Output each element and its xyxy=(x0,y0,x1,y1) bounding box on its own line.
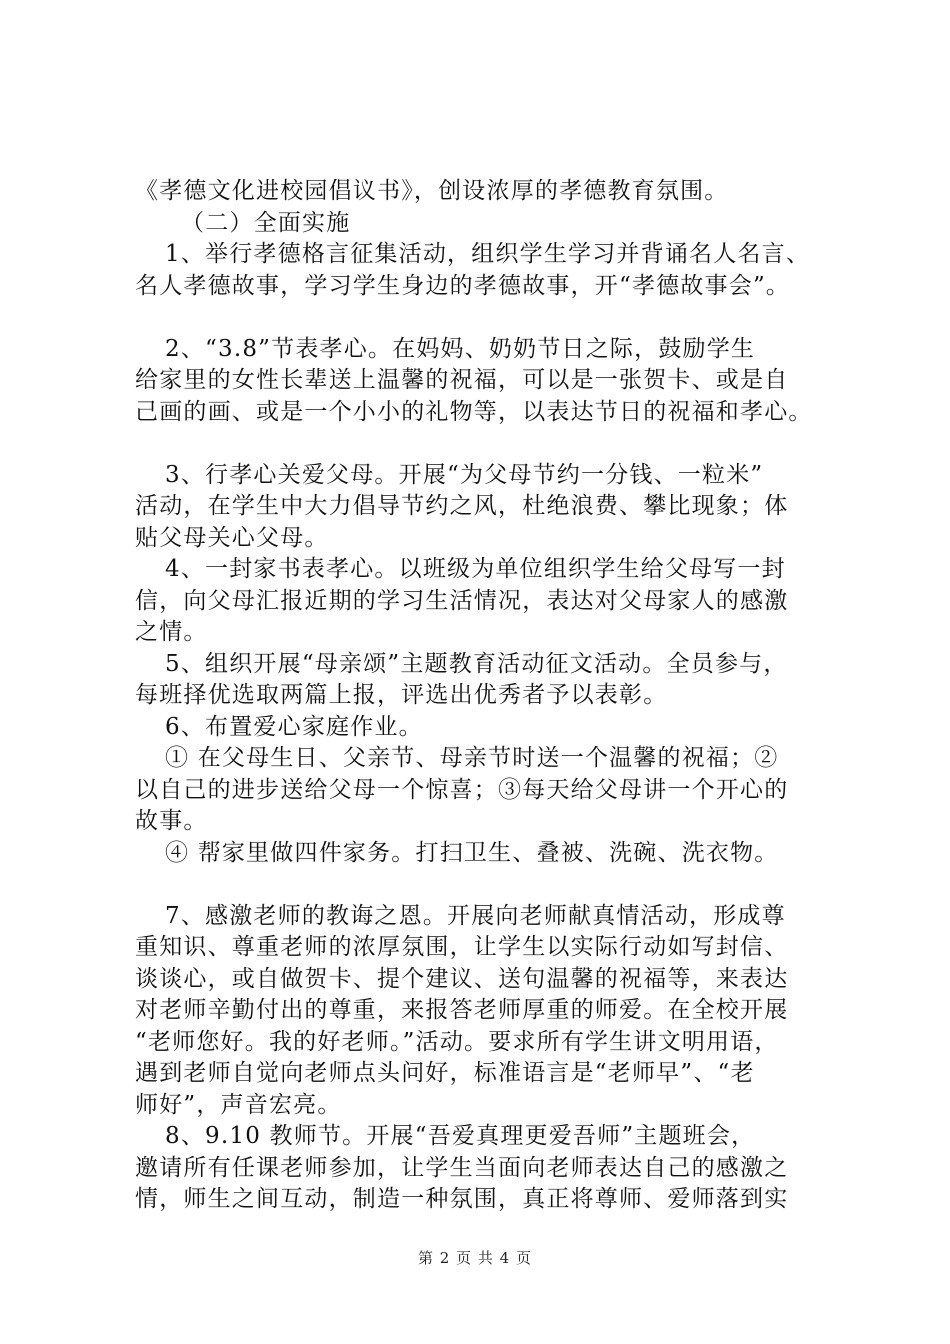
text-line: 5、组织开展“母亲颂”主题教育活动征文活动。全员参与， xyxy=(165,650,788,677)
text-line: 6、布置爱心家庭作业。 xyxy=(165,713,423,740)
text-line: 重知识、尊重老师的浓厚氛围，让学生以实际行动如写封信、 xyxy=(135,934,789,960)
document-body xyxy=(135,176,835,1216)
text-line: 之情。 xyxy=(135,619,208,645)
text-line: 活动，在学生中大力倡导节约之风，杜绝浪费、攀比现象；体 xyxy=(135,493,789,519)
blank-line xyxy=(135,428,835,460)
text-line: 己画的画、或是一个小小的礼物等，以表达节日的祝福和孝心。 xyxy=(135,398,813,425)
text-line: 7、感激老师的教诲之恩。开展向老师献真情活动，形成尊 xyxy=(165,902,786,929)
text-line: 2、“3.8”节表孝心。在妈妈、奶奶节日之际，鼓励学生 xyxy=(165,335,756,362)
text-line: ④ 帮家里做四件家务。打扫卫生、叠被、洗碗、洗衣物。 xyxy=(165,839,779,866)
text-line: 4、一封家书表孝心。以班级为单位组织学生给父母写一封 xyxy=(165,556,786,582)
text-line: 给家里的女性长辈送上温馨的祝福，可以是一张贺卡、或是自 xyxy=(135,367,789,393)
text-line: 每班择优选取两篇上报，评选出优秀者予以表彰。 xyxy=(135,682,668,708)
blank-line xyxy=(135,302,835,334)
text-line: 邀请所有任课老师参加，让学生当面向老师表达自己的感激之 xyxy=(135,1154,789,1181)
text-line: 信，向父母汇报近期的学习生活情况，表达对父母家人的感激 xyxy=(135,587,789,614)
text-line: 以自己的进步送给父母一个惊喜；③每天给父母讲一个开心的 xyxy=(135,776,789,803)
text-line: 8、9.10 教师节。开展“吾爱真理更爱吾师”主题班会， xyxy=(165,1123,756,1149)
text-line: 3、行孝心关爱父母。开展“为父母节约一分钱、一粒米” xyxy=(165,461,764,488)
text-line: ① 在父母生日、父亲节、母亲节时送一个温馨的祝福；② xyxy=(165,745,779,771)
text-line: 遇到老师自觉向老师点头问好，标准语言是“老师早”、“老 xyxy=(135,1060,755,1086)
text-line: （二）全面实施 xyxy=(181,209,351,236)
page-footer: 第 2 页 共 4 页 xyxy=(418,1249,532,1267)
text-line: 故事。 xyxy=(135,808,208,834)
blank-line xyxy=(135,869,835,901)
text-line: 谈谈心，或自做贺卡、提个建议、送句温馨的祝福等，来表达 xyxy=(135,965,789,992)
text-line: 名人孝德故事，学习学生身边的孝德故事，开“孝德故事会”。 xyxy=(135,272,791,299)
text-line: 《孝德文化进校园倡议书》，创设浓厚的孝德教育氛围。 xyxy=(135,178,729,204)
text-line: “老师您好。我的好老师。”活动。要求所有学生讲文明用语， xyxy=(135,1028,779,1055)
text-line: 情，师生之间互动，制造一种氛围，真正将尊师、爱师落到实 xyxy=(135,1186,789,1212)
text-line: 1、举行孝德格言征集活动，组织学生学习并背诵名人名言、 xyxy=(165,241,811,267)
text-line: 对老师辛勤付出的尊重，来报答老师厚重的师爱。在全校开展 xyxy=(135,997,789,1023)
text-line: 师好”，声音宏亮。 xyxy=(135,1091,342,1118)
text-line: 贴父母关心父母。 xyxy=(135,524,329,551)
